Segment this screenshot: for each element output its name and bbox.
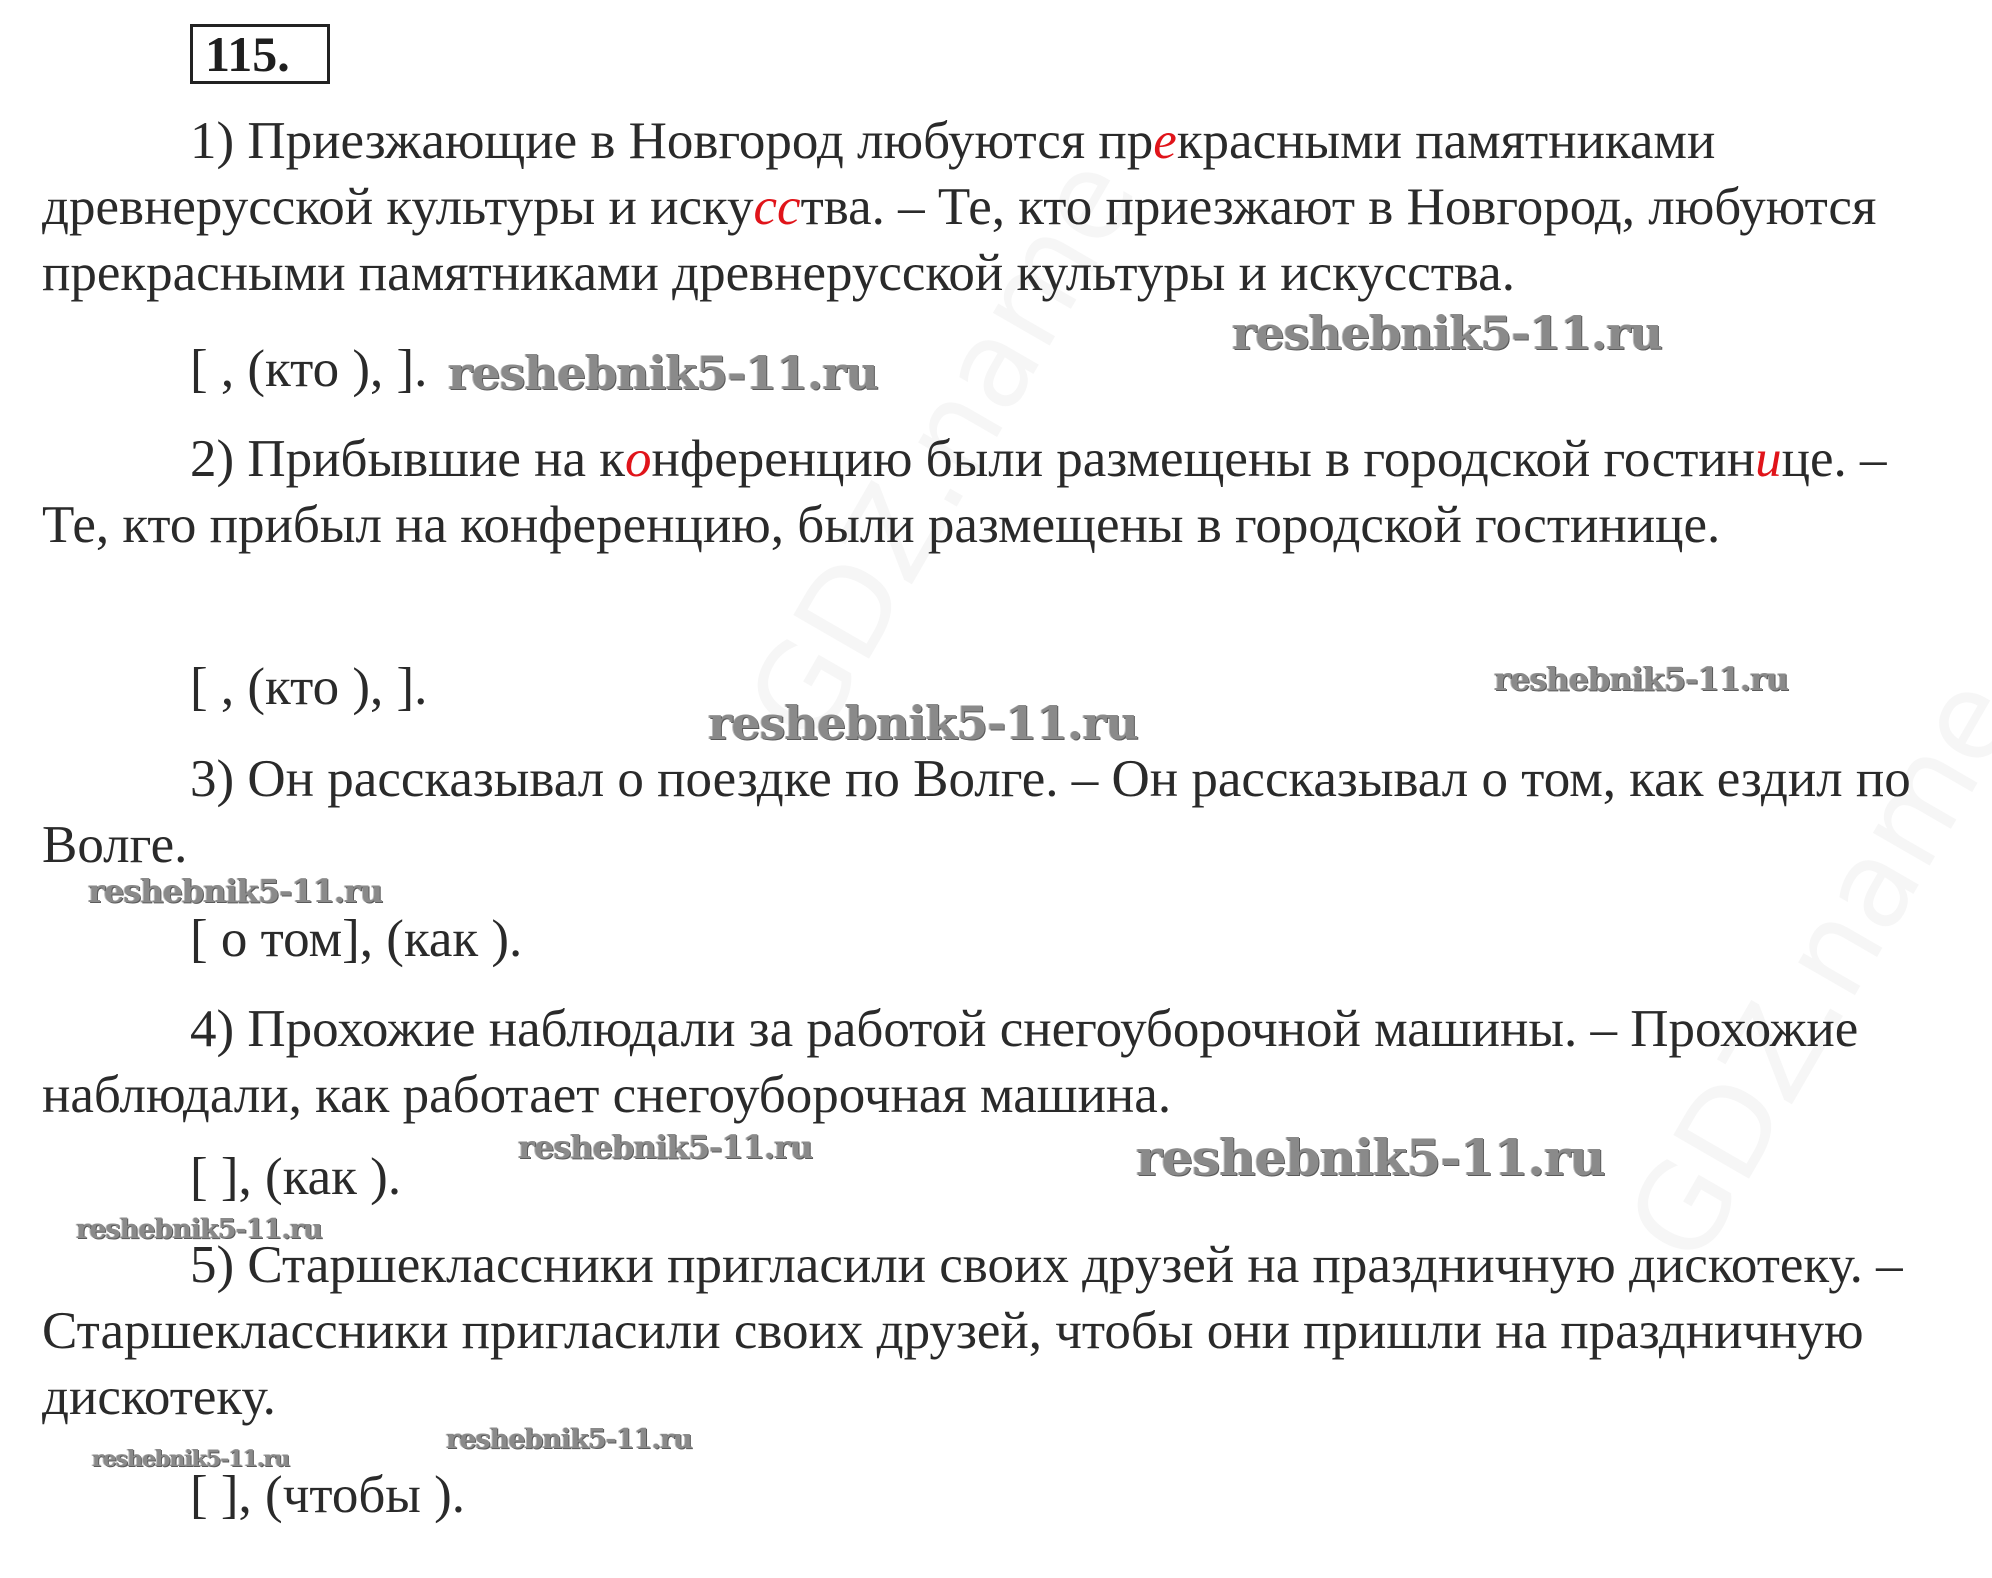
item-text-part: це. – Те, кто прибыл на конференцию, были размещены в городской гостинице. <box>42 430 1887 554</box>
watermark-text: reshebnik5-11.ru <box>446 1424 692 1455</box>
highlighted-letter: о <box>624 430 652 488</box>
highlighted-letter: е <box>1153 112 1177 170</box>
sentence-scheme-4: [ ], (как ). <box>190 1148 402 1206</box>
item-2 <box>42 426 1962 558</box>
task-number: 115. <box>190 24 330 84</box>
item-text-part: нференцию были размещены в городской гостин <box>651 430 1756 488</box>
watermark-text: reshebnik5-11.ru <box>518 1128 813 1166</box>
item-3 <box>42 746 1962 878</box>
watermark-text: reshebnik5-11.ru <box>92 1446 290 1472</box>
item-number: 5) <box>190 1236 235 1294</box>
sentence-scheme-1: [ , (кто ), ]. <box>190 340 428 398</box>
item-text-part: красными памятниками древнерусской культуры и иску <box>42 112 1716 236</box>
watermark-text: reshebnik5-11.ru <box>88 872 383 910</box>
sentence-scheme-3: [ о том], (как ). <box>190 910 523 968</box>
item-text: Старшеклассники пригласили своих друзей на праздничную дискотеку. – Старшеклассники пригласили своих друзей, чтобы они пришли на праздничную дискотеку. <box>42 1236 1903 1426</box>
item-text-part: Приезжающие в Новгород любуются пр <box>247 112 1154 170</box>
item-4 <box>42 996 1962 1128</box>
item-number: 4) <box>190 1000 235 1058</box>
item-1 <box>42 108 1962 306</box>
watermark-text: reshebnik5-11.ru <box>708 696 1138 750</box>
item-5 <box>42 1232 1962 1430</box>
highlighted-letter: сс <box>753 178 801 236</box>
item-number: 3) <box>190 750 235 808</box>
sentence-scheme-2: [ , (кто ), ]. <box>190 658 428 716</box>
watermark-text: reshebnik5-11.ru <box>1494 660 1789 698</box>
item-text-part: тва. – Те, кто приезжают в Новгород, любуются прекрасными памятниками древнерусской культуры и искусства. <box>42 178 1877 302</box>
watermark-text: reshebnik5-11.ru <box>1232 306 1662 360</box>
sentence-scheme-5: [ ], (чтобы ). <box>190 1466 466 1524</box>
item-text: Он рассказывал о поездке по Волге. – Он рассказывал о том, как ездил по Волге. <box>42 750 1911 874</box>
item-text-part: Прибывшие на к <box>247 430 625 488</box>
item-text: Прохожие наблюдали за работой снегоуборочной машины. – Прохожие наблюдали, как работает снегоуборочная машина. <box>42 1000 1859 1124</box>
item-number: 1) <box>190 112 235 170</box>
watermark-text: reshebnik5-11.ru <box>448 346 878 400</box>
highlighted-letter: и <box>1755 430 1782 488</box>
item-number: 2) <box>190 430 235 488</box>
watermark-text: reshebnik5-11.ru <box>1136 1128 1605 1187</box>
watermark-text: reshebnik5-11.ru <box>76 1214 322 1245</box>
